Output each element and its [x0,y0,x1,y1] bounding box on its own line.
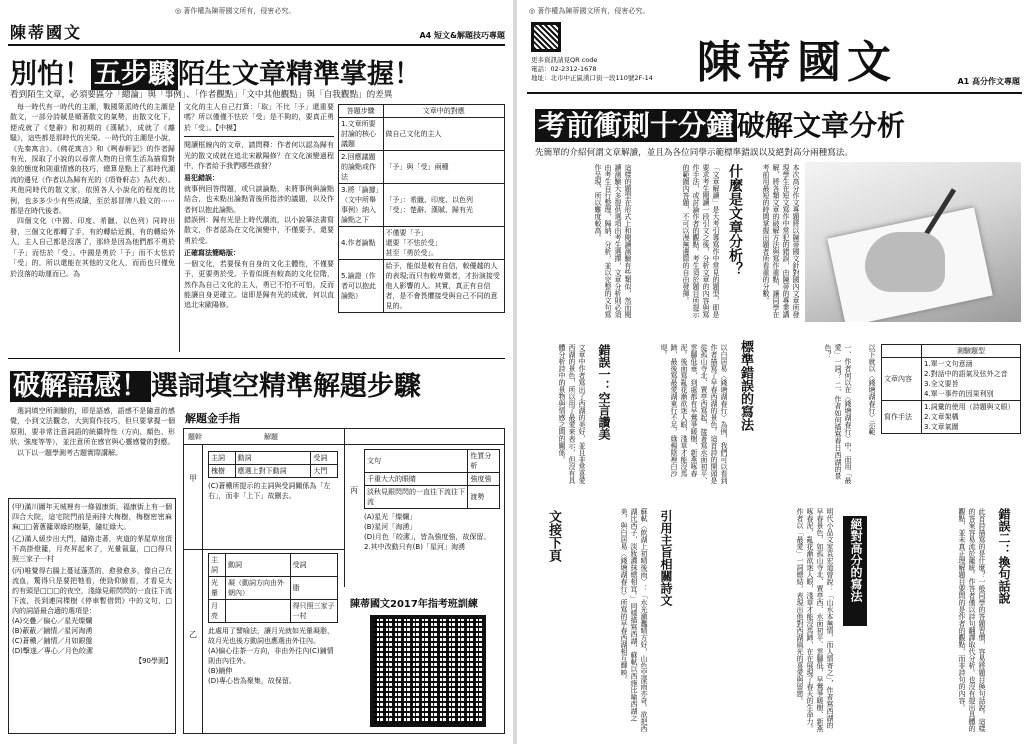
steps-row: 2.回應議題的論點或作法 「予」與「受」兩種 [339,151,505,184]
guide-label-b: 乙 [189,630,197,639]
question-line: (甲)滿川圖年天城裡有一條福康街，福康街上有一個四合大院，這宅院門前是兩排大梅樹，梅樹密密麻麻□□著蔥籠翠綠的樹葉，隨紅綠大。 [12,503,172,531]
table-note: 以下就以〈錢塘湖春行〉示範 [868,344,876,435]
brand-logo-left: 陳蒂國文 [10,23,83,42]
headline-left: 別怕！ 五步驟 陌生文章精準掌握！ [10,59,421,90]
error1-text: 文章中作者寫出了西湖的美好，並且非常喜愛西湖的景色，所以用了最愛來表示，但沒有具體分析詩中的景物與情感之間的關係。 [558,344,586,484]
question-line: (丙)唯覺得右腸上蔓延蓬蒸的，愈發愈多，像自己在流血，驚得只是要把牠看，使勁仰臉看，才看見大約有頭是□□□的夜空，淺綠見銀閃閃的一直往下流下流，長到連同棵樹《停車暫借問》中的文句，□內的詞語最合適的選項是： [12,567,172,615]
copyright-left: ◎ 著作權為陳蒂國文所有，侵害必究。 [175,7,296,15]
answer-option: (D)擊遂／專心／月色皎潔 [12,647,93,655]
article-column-1: 每一時代有一時代的主潮，戰國策派時代的主潮是散文，一部分詩賦是順著散文的氣勢，由散文化下，便成就了《楚辭》和初期的《漢賦》，成就了《離騷》，這些都是那時代的光榮。⋯時代的主潮是小說，《先秦寓言》、《佛花寓言》和《咧春軒記》的作者歸有光，採取了小說的以尋常人物的日常生活為描寫對象的態度和則重情感的技巧，總算是點上了那時代潮流的邊兒（作者以為歸有光的《項脊軒志》為代表）。其他同時代的散文家，依照各人小說化的程度的比例，也多多少少有些成績，至於那冒牌八股文的⋯⋯都是在時代後者。 四個文化（中國、印度、希臘、以色列）同時出發，三個文化都轉了手，有的轉給近親，有的轉給外人，主人自己都是沒落了，那終是因為他們都不勇於「予」而怯於「受」。中國是勇於「予」而不太怯於「受」的，所以還能在其他的文化人，而而也只僅免於沒落的劫運而已。為 [10,103,175,278]
left-page [0,0,513,744]
steps-table: 答題步驟 文章中的對應 1.文章所要討論的核心議題 做自己文化的主人 2.回應議題的論點或作法 「予」與「受」兩種 3.將「論據」（文中所舉事例）納入論點之下 「予」：希臘、印度、以色列 「受」：楚辭、漢賦、歸有光 4.作者論點 不僅要「予」 還要「不怯於受」 甚至「勇於受」。 5.論證（作者可以抱此論點） 給予，能似是較有自信，較優越的人的表現;而只有較卑微者，才扮演接受他人影響的人。其實，真正有自信者，是不會畏懼接受與自己不同的意見的。 [338,104,505,350]
intro-text: 選詞填空所測驗的，即是語感，語感不是隨意的感覺，小到文法觀念，大到寫作技巧，但只要掌握一個原則，要非常注意詞語的統攝特性（方向、顏色、形狀、強度等等），並注意所在感官與心靈感覺的對應。 以下以一題學測考古題實際講解。 [10,407,175,457]
standard-example: 以白居易〈錢塘湖春行〉為例，我們可以看到作者描寫了早春西湖的景色。這首詩的開頭是從孤山寺北、賈亭西寫起，接著寫水面初平、雲腳低垂，到處都有早鶯爭暖樹、新燕啄春泥。後面寫亂花漸欲迷人眼，淺草才能沒馬蹄，最後寫最愛湖東行不足，綠楊陰裡白沙堤。 [660,344,728,484]
good-text: 明代小品文家袁宏道曾說：「山水本無情，而人情寄之」，作者寫西湖的早春景色，如孤山寺北、賈亭西、水面初平、雲腳低，早鶯爭暖樹、新燕啄春泥，亂花漸欲迷人眼，淺草才能沒馬蹄，在在展現了春天的生命力。作者以「最愛」一詞總結，表現出他對西湖風光的喜愛與留戀。 [796,508,834,732]
good-title: 絕對高分的寫法 [843,516,867,626]
guide-table-a: 主詞 動詞 受詞 槐樹 應選上對下動詞 大門 [208,451,338,478]
what-is-text: 「文章解讀」是大考引導寫作中常見的題型，即是要求考生閱讀一段引文之後，分析文章的內容與寫作手法，或討論作者的觀點。考生須於題目所提示的範圍內答題，不可以漫無邊際的自由發揮。 [682,164,720,318]
steps-row: 3.將「論據」（文中所舉事例）納入論點之下 「予」：希臘、印度、以色列 「受」：楚辭、漢賦、歸有光 [339,184,505,227]
standard-text: 一、作者何以在〈錢塘湖春行〉中，而用「最愛」一詞？ 二、作者如何描寫春日西湖的景色？ [824,344,852,484]
contact-info: 更多資訊請見QR code 電話：02-2312-1678 地址：北市中正區漢口街一段110號2F-14 [531,56,653,82]
steps-row: 1.文章所要討論的核心議題 做自己文化的主人 [339,118,505,151]
guide-table-c: 文句 性質分析 千重大大的眼睛 強度強 淡秋見銀閃閃的一直往下流往下流 渡勢 [364,449,500,509]
answer-option: (A)交疊／偏心／星光燦爛 [12,617,93,625]
right-page [517,0,1030,744]
what-is-title: 什麼是文章分析？ [727,164,743,276]
test-type-table: 測驗題型 文章內容 1.單一文句意涵 2.對話中的語氣及弦外之音 3.全文要旨 4.單一事件的因果利別 寫作手法 1.詞彙的使用（詩題與文眼） 2.文章架構 3.文章氣圍 [881,344,1021,486]
copyright-right: ◎ 著作權為陳蒂國文所有，侵害必究。 [529,7,650,15]
guide-label-c: 丙 [350,486,358,495]
header-rule-left [8,44,505,46]
page-label-left: A4 短文&解題技巧專題 [419,31,505,40]
guide-table: 題幹 解題 甲 主詞 動詞 受詞 槐樹 應選上對下動詞 大門 (C)蒼穠所提示的主詞與受詞關係為「左右」，而非「上下」故刪去。 乙 主詞 動詞 受詞 光暈 凝（動詞方向由外朝內） 脂 月亮 得只照三家子一村 此處用了譬喻法，讓月光就如光暈凝脂，故月光也後方動詞也應選由外往內。 (A)偏心往茶一方向，非由外往內(C)鋪情則由內往外。 (B)鋪伸 (D)專心皆為聚集，故保留。 丙 文句 性質分析 千重大大的眼睛 強度強 淡秋見銀閃閃的一直往下流往下流 渡勢 (A)星光「燦爛」 (B)星河「淘湧」 (D)月色「皎潔」，皆為強度強，故保留。 2.其中改動只有(B)「星河」淘湧 陳蒂國文2017年指考班訓練 [183,428,505,734]
qr-code-large [370,615,486,727]
brand-logo-right: 陳蒂國文 [697,37,897,88]
error2-text: 此首詩描寫的是什麼？一般同學的答題習慣，容易將題目換句話說。這樣的答案容易流於籠統。作答者僅以詩句翻譯取代分析。也沒有提出具體的觀點，並未真正理解題目要問的是作者的觀點，而非詩句的內容。 [958,508,986,732]
guide-title: 解題金手指 [185,412,240,425]
question-box [8,498,176,734]
question-source: 【90學測】 [135,657,172,665]
error2-title: 錯誤二：換句話說 [997,508,1011,604]
what-is-text-2: 這樣的題型在形式上和閱讀測驗有些類似，然而閱讀測驗大多提供選項由考生選擇，文章分析則必須由考生自行整理、歸納、分析，並以完整的文句寫作呈現，所以難度較高。 [594,164,632,318]
writing-photo [805,162,1021,322]
standard-title: 標準錯誤的寫法 [738,340,753,431]
column-divider [179,102,180,352]
ad-title: 陳蒂國文2017年指考班訓練 [350,599,478,610]
intro-vertical: 本次高分作文專題將以陳蒂國文針對國內文章所發現學生在短文寫作中常犯的錯誤，由陳蒂的專業講解，將各類文章的破解方法與寫作重點，讓同學在考前用最短的時間掌握出題者所看重的分數。 [762,164,800,318]
article-column-2: 文化的主人自己打算：「取」不比「予」還重要嗎？所以僅僅不怯於「受」是不夠的，要真正勇於「受」。【中模】 閱讀框線內的文章，請問釋：作者何以認為歸有光的散文成就在追北宋歐陽修？在文化演變過程中，作者給予我們哪些啟發？ 易犯錯誤： 就事例回答問題，或只談論點，未將事例與論點結合，也未點出論點背後所指涉的議題，以及作者何以抱此論點。 錯誤例：歸有光是上時代潮流，以小說筆法書寫散文，作者認為在文化演變中，不僅要予，還要勇於受。 正確寫法簡略版： 一個文化，若要保有自身的文化主體性，不僅要予，更要勇於受。予看似既有較高的文化位階，然作為自己文化的主人，勇已不怕不可怕，反而能讓自身更確立。這即是歸有光的成就，何以直追北宋歐陽修。 [184,103,334,310]
headline-right: 考前衝刺十分鐘 破解文章分析 [535,104,905,144]
cite-title: 引用主旨相關詩文 [659,510,673,606]
cite-text: 蘇軾〈飲湖上初晴後雨〉：「水光瀲灩晴方好，山色空濛雨亦奇。欲把西湖比西子，淡妝濃抹總相宜。」同樣描寫西湖，蘇軾以西施比喻西湖之美，與白居易〈錢塘湖春行〉所寫的早春西湖相互輝映。 [620,508,648,732]
headline2-left: 破解語感！ 選詞填空精準解題步驟 [10,364,421,403]
header-rule-right [527,92,1022,94]
guide-table-b: 主詞 動詞 受詞 光暈 凝（動詞方向由外朝內） 脂 月亮 得只照三家子一村 [208,553,338,623]
subhead-left: 看到陌生文章，必須要區分「總論」與「事例」、「作者觀點」「文中其他觀點」與「自我觀點」的差異 [10,90,393,100]
page-label-right: A1 高分作文專題 [957,77,1020,86]
error1-title: 錯誤一：空言讚美 [597,344,611,440]
subhead-right: 先簡單的介紹何謂文章解讀，並且為各位同學示範標準錯誤以及絕對高分兩種寫法。 [535,148,853,158]
steps-row: 4.作者論點 不僅要「予」 還要「不怯於受」 甚至「勇於受」。 [339,227,505,260]
section-rule [8,358,505,359]
steps-row: 5.論證（作者可以抱此論點） 給予，能似是較有自信，較優越的人的表現;而只有較卑微者，才扮演接受他人影響的人。其實，真正有自信者，是不會畏懼接受與自己不同的意見的。 [339,260,505,313]
continued-label: 文接下頁 [546,510,561,562]
answer-option: (B)蔽蔽／鋪情／星河淘湧 [12,627,93,635]
question-line: (乙)滿人緩步出大門，隨路走著，夾道的茅屋草房頂不高掛燈籠，月亮昇起來了，光暈氤氳，□□得只照三家子一村 [12,535,172,563]
qr-code-small [531,22,561,52]
answer-option: (C)蒼穠／鋪情／月如銀盤 [12,637,93,645]
guide-label-a: 甲 [189,474,197,483]
